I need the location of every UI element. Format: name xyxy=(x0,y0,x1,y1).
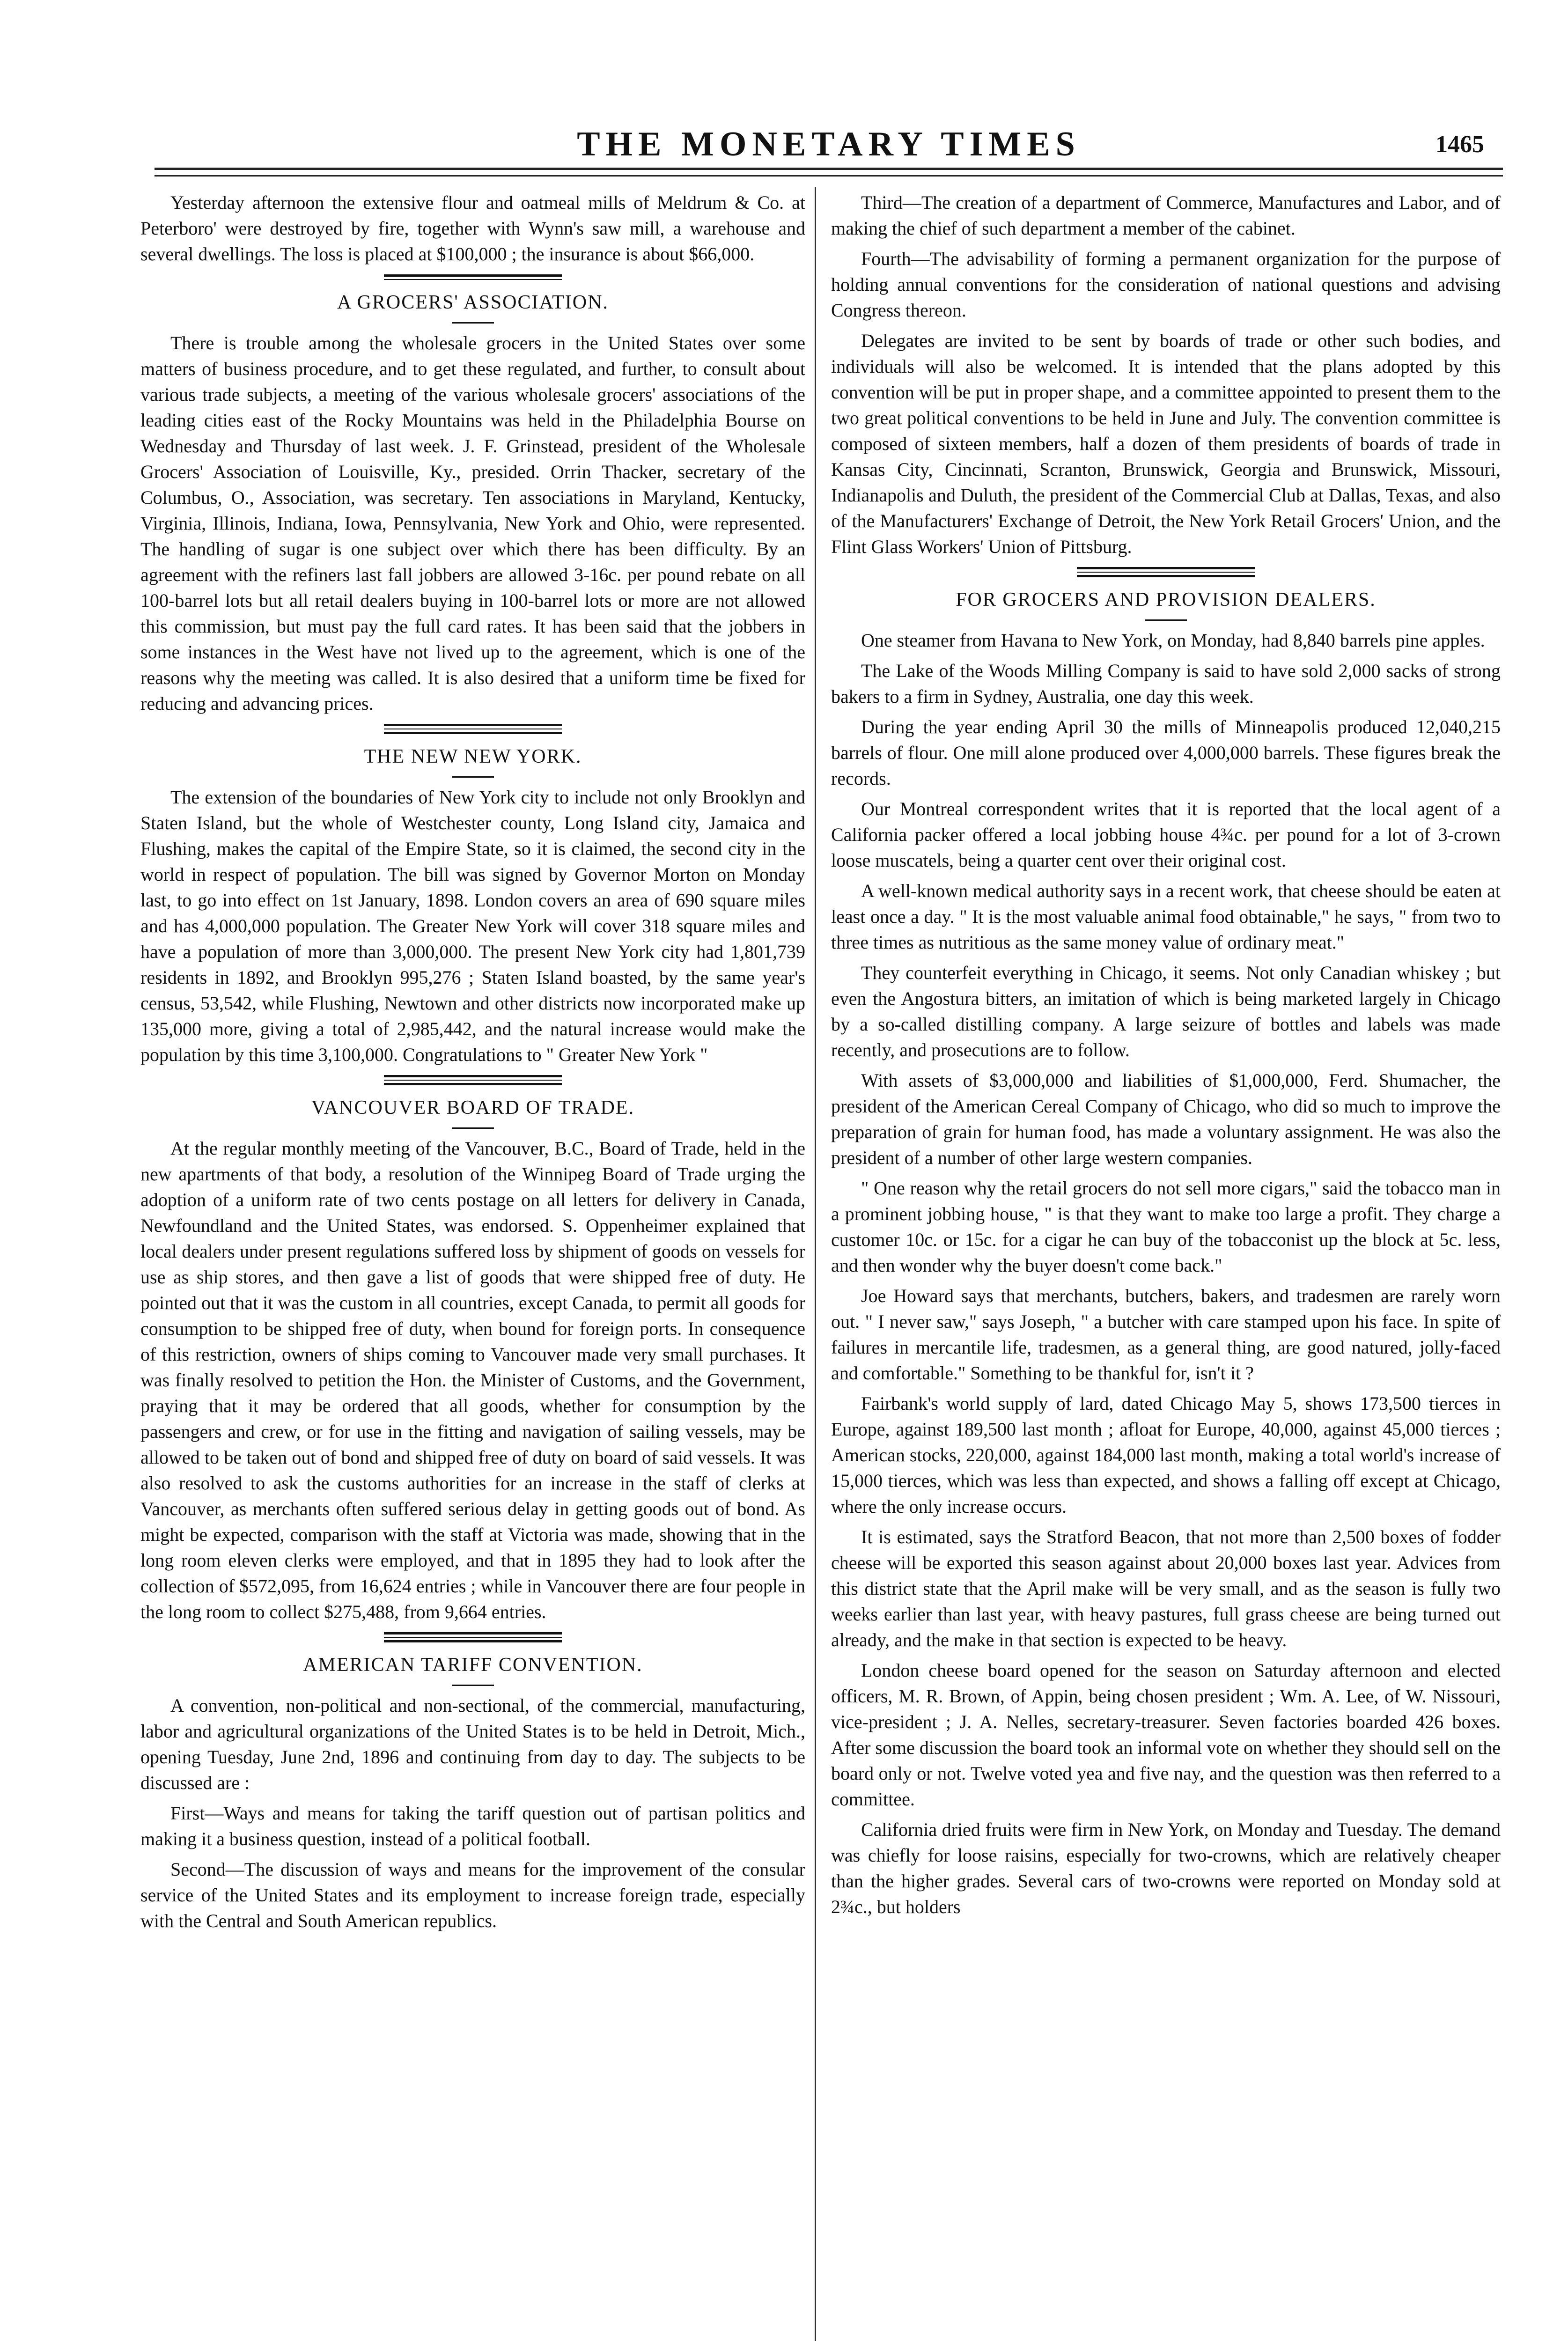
news-item: Fairbank's world supply of lard, dated Chicago May 5, shows 173,500 tierces in Europe, against 189,500 last month ; afloat for Europe, 40,000, against 45,000 tierces ; American stocks, 220,000, against 184,000 last month, making a total world's increase of 15,000 tierces, which was less than expected, and shows a falling off except at Chicago, where the only increase occurs. xyxy=(831,1393,1501,1517)
news-item: A well-known medical authority says in a recent work, that cheese should be eaten at least once a day. " It is the most valuable animal food obtainable," he says, " from two to three times as nutritious as the same money value of ordinary meat." xyxy=(831,880,1501,953)
news-item: The Lake of the Woods Milling Company is said to have sold 2,000 sacks of strong bakers to a firm in Sydney, Australia, one day this week. xyxy=(831,660,1501,707)
new-new-york-body: The extension of the boundaries of New York city to include not only Brooklyn and Staten Island, but the whole of Westchester county, Long Island city, Jamaica and Flushing, makes the capital of the Empire State, so it is claimed, the second city in the world in respect of population. The bill was signed by Governor Morton on Monday last, to go into effect on 1st January, 1898. London covers an area of 690 square miles and has 4,000,000 population. The Greater New York will cover 318 square miles and have a population of more than 3,000,000. The present New York city had 1,801,739 residents in 1892, and Brooklyn 995,276 ; Staten Island boasted, by the same year's census, 53,542, while Flushing, Newtown and other districts now incorporated make up 135,000 more, giving a total of 2,985,442, and the natural increase would make the population by this time 3,100,000. Congratulations to " Greater New York " xyxy=(140,787,805,1065)
heading-underline xyxy=(1145,619,1187,621)
news-item: London cheese board opened for the season on Saturday afternoon and elected officers, M. R. Brown, of Appin, being chosen president ; Wm. A. Lee, of W. Nissouri, vice-president ; J. A. Nelles, secretary-treasurer. Seven factories boarded 426 boxes. After some discussion the board took an informal vote on whether they should sell on the board only or not. Twelve voted yea and five nay, and the question was then referred to a committee. xyxy=(831,1660,1501,1810)
section-separator xyxy=(384,1632,562,1642)
heading-underline xyxy=(452,1127,494,1129)
vancouver-board-body: At the regular monthly meeting of the Vancouver, B.C., Board of Trade, held in the new apartments of that body, a resolution of the Winnipeg Board of Trade urging the adoption of a uniform rate of two cents postage on all letters for delivery in Canada, Newfoundland and the United States, was endorsed. S. Oppenheimer explained that local dealers under present regulations suffered loss by shipment of goods on vessels for use as ship stores, and then gave a list of goods that were shipped free of duty. He pointed out that it was the custom in all countries, except Canada, to permit all goods for consumption to be shipped free of duty, when bound for foreign ports. In consequence of this restriction, owners of ships coming to Vancouver made very small purchases. It was finally resolved to petition the Hon. the Minister of Customs, and the Government, praying that it may be ordered that all goods, whether for consumption by the passengers and crew, or for use in the fitting and navigation of sailing vessels, may be allowed to be taken out of bond and shipped free of duty on board of said vessels. It was also resolved to ask the customs authorities for an increase in the staff of clerks at Vancouver, as merchants often suffered serious delay in getting goods out of bond. As might be expected, comparison with the staff at Victoria was made, showing that in the long room eleven clerks were employed, and that in 1895 they had to look after the collection of $572,095, from 16,624 entries ; while in Vancouver there are four people in the long room to collect $275,488, from 9,664 entries. xyxy=(140,1138,805,1622)
news-item: " One reason why the retail grocers do not sell more cigars," said the tobacco man in a prominent jobbing house, " is that they want to make too large a profit. They charge a customer 10c. or 15c. for a cigar he can buy of the tobacconist up the block at 5c. less, and then wonder why the buyer doesn't come back." xyxy=(831,1178,1501,1276)
section-heading-grocers-association: A GROCERS' ASSOCIATION. xyxy=(337,292,609,313)
section-separator xyxy=(1077,567,1255,577)
section-heading-tariff-convention: AMERICAN TARIFF CONVENTION. xyxy=(303,1654,643,1676)
tariff-convention-first: First—Ways and means for taking the tariff question out of partisan politics and making it a business question, instead of a political football. xyxy=(140,1803,805,1849)
section-heading-provision-dealers: FOR GROCERS AND PROVISION DEALERS. xyxy=(956,589,1376,611)
right-column xyxy=(831,190,1501,1924)
section-heading-vancouver-board: VANCOUVER BOARD OF TRADE. xyxy=(311,1097,635,1119)
heading-underline xyxy=(452,776,494,778)
news-item: One steamer from Havana to New York, on Monday, had 8,840 barrels pine apples. xyxy=(861,630,1485,651)
tariff-convention-second: Second—The discussion of ways and means for the improvement of the consular service of the United States and its employment to increase foreign trade, especially with the Central and South American republics. xyxy=(140,1859,805,1931)
peterboro-fire-paragraph: Yesterday afternoon the extensive flour and oatmeal mills of Meldrum & Co. at Peterboro' were destroyed by fire, together with Wynn's saw mill, a warehouse and several dwellings. The loss is placed at $100,000 ; the insurance is about $66,000. xyxy=(140,192,805,265)
news-item: With assets of $3,000,000 and liabilities of $1,000,000, Ferd. Shumacher, the president of the American Cereal Company of Chicago, who did so much to improve the preparation of grain for human food, has made a voluntary assignment. He was also the president of a number of other large western companies. xyxy=(831,1070,1501,1168)
newspaper-title: THE MONETARY TIMES xyxy=(577,125,1081,163)
tariff-convention-delegates: Delegates are invited to be sent by boards of trade or other such bodies, and individuals will also be welcomed. It is intended that the plans adopted by this convention will be put in proper shape, and a committee appointed to present them to the two great political conventions to be held in June and July. The convention committee is composed of sixteen members, half a dozen of them presidents of boards of trade in Kansas City, Cincinnati, Scranton, Brunswick, Georgia and Brunswick, Missouri, Indianapolis and Duluth, the president of the Commercial Club at Dallas, Texas, and also of the Manufacturers' Exchange of Detroit, the New York Retail Grocers' Union, and the Flint Glass Workers' Union of Pittsburg. xyxy=(831,330,1501,557)
header-rule xyxy=(155,168,1503,170)
section-separator xyxy=(384,1075,562,1085)
masthead xyxy=(155,125,1503,163)
section-heading-new-new-york: THE NEW NEW YORK. xyxy=(364,746,582,767)
page-number: 1465 xyxy=(1435,131,1484,158)
news-item: During the year ending April 30 the mills of Minneapolis produced 12,040,215 barrels of flour. One mill alone produced over 4,000,000 barrels. These figures break the records. xyxy=(831,716,1501,789)
news-item: Our Montreal correspondent writes that it is reported that the local agent of a California packer offered a local jobbing house 4¾c. per pound for a lot of 3-crown loose muscatels, being a quarter cent over their original cost. xyxy=(831,798,1501,871)
section-separator xyxy=(384,274,562,280)
column-divider xyxy=(815,187,816,2341)
heading-underline xyxy=(452,1685,494,1686)
tariff-convention-third: Third—The creation of a department of Commerce, Manufactures and Labor, and of making the chief of such department a member of the cabinet. xyxy=(831,192,1501,239)
news-item: They counterfeit everything in Chicago, it seems. Not only Canadian whiskey ; but even the Angostura bitters, an imitation of which is being marketed largely in Chicago by a so-called distilling company. A large seizure of bottles and labels was made recently, and prosecutions are to follow. xyxy=(831,962,1501,1060)
tariff-convention-body: A convention, non-political and non-sectional, of the commercial, manufacturing, labor and agricultural organizations of the United States is to be held in Detroit, Mich., opening Tuesday, June 2nd, 1896 and continuing from day to day. The subjects to be discussed are : xyxy=(140,1695,805,1793)
news-item: Joe Howard says that merchants, butchers, bakers, and tradesmen are rarely worn out. " I never saw," says Joseph, " a butcher with care stamped upon his face. In spite of failures in mercantile life, tradesmen, as a general thing, are good natured, jolly-faced and comfortable." Something to be thankful for, isn't it ? xyxy=(831,1285,1501,1384)
news-item: It is estimated, says the Stratford Beacon, that not more than 2,500 boxes of fodder cheese will be exported this season against about 20,000 boxes last year. Advices from this district state that the April make will be very small, and as the season is fully two weeks earlier than last year, with heavy pastures, full grass cheese are being turned out already, and the make in that section is expected to be heavy. xyxy=(831,1526,1501,1650)
news-item: California dried fruits were firm in New York, on Monday and Tuesday. The demand was chiefly for loose raisins, especially for two-crowns, which are relatively cheaper than the higher grades. Several cars of two-crowns were reported on Monday sold at 2¾c., but holders xyxy=(831,1819,1501,1917)
heading-underline xyxy=(452,322,494,324)
tariff-convention-fourth: Fourth—The advisability of forming a permanent organization for the purpose of holding annual conventions for the consideration of national questions and advising Congress thereon. xyxy=(831,248,1501,321)
grocers-association-body: There is trouble among the wholesale grocers in the United States over some matters of business procedure, and to get these regulated, and further, to consult about various trade subjects, a meeting of the various wholesale grocers' associations of the leading cities east of the Rocky Mountains was held in the Philadelphia Bourse on Wednesday and Thursday of last week. J. F. Grinstead, president of the Wholesale Grocers' Association of Louisville, Ky., presided. Orrin Thacker, secretary of the Columbus, O., Association, was secretary. Ten associations in Maryland, Kentucky, Virginia, Illinois, Indiana, Iowa, Pennsylvania, New York and Ohio, were represented. The handling of sugar is one subject over which there has been difficulty. By an agreement with the refiners last fall jobbers are allowed 3-16c. per pound rebate on all 100-barrel lots but all retail dealers buying in 100-barrel lots or more are not allowed this commission, but must pay the full card rates. It has been said that the jobbers in some instances in the West have not lived up to the agreement, which is one of the reasons why the meeting was called. It is also desired that a uniform time be fixed for reducing and advancing prices. xyxy=(140,332,805,714)
header-rule-secondary xyxy=(155,175,1503,177)
left-column xyxy=(140,190,805,1938)
section-separator xyxy=(384,724,562,734)
